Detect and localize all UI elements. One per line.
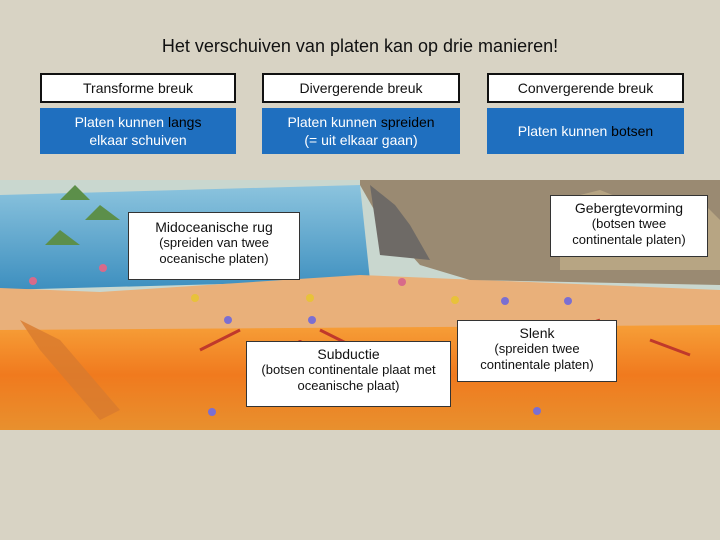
marker-dot [308,316,316,324]
desc-text-2: (= uit elkaar gaan) [304,132,418,148]
desc-highlight: spreiden [380,113,435,130]
label-title: Gebergtevorming [574,200,684,216]
label-subtitle: (botsen twee continentale platen) [572,216,686,248]
marker-dot [29,277,37,285]
label-slenk [457,320,617,382]
desc-text: Platen kunnen [287,113,381,130]
desc-convergerende-breuk [487,108,684,154]
label-subtitle: (spreiden twee continentale platen) [480,341,594,373]
desc-highlight: langs [167,113,202,130]
desc-divergerende-breuk [262,108,460,154]
marker-dot [191,294,199,302]
marker-dot [208,408,216,416]
desc-text: Platen kunnen [74,113,168,130]
label-title: Midoceanische rug [155,219,273,235]
marker-dot [451,296,459,304]
label-title: Slenk [519,325,555,341]
header-divergerende-breuk: Divergerende breuk [262,73,460,103]
desc-highlight: botsen [611,122,654,139]
label-gebergtevorming [550,195,708,257]
header-convergerende-breuk: Convergerende breuk [487,73,684,103]
page-title: Het verschuiven van platen kan op drie manieren! [161,36,559,56]
desc-text-2: elkaar schuiven [89,132,187,148]
label-subductie [246,341,451,407]
label-midoceanische-rug [128,212,300,280]
desc-text: Platen kunnen [517,122,612,139]
desc-transforme-breuk [40,108,236,154]
marker-dot [564,297,572,305]
header-transforme-breuk: Transforme breuk [40,73,236,103]
marker-dot [306,294,314,302]
marker-dot [99,264,107,272]
marker-dot [398,278,406,286]
marker-dot [533,407,541,415]
label-subtitle: (botsen continentale plaat met oceanische plaat) [261,362,436,394]
label-subtitle: (spreiden van twee oceanische platen) [159,235,269,267]
label-title: Subductie [317,346,380,362]
marker-dot [501,297,509,305]
marker-dot [224,316,232,324]
